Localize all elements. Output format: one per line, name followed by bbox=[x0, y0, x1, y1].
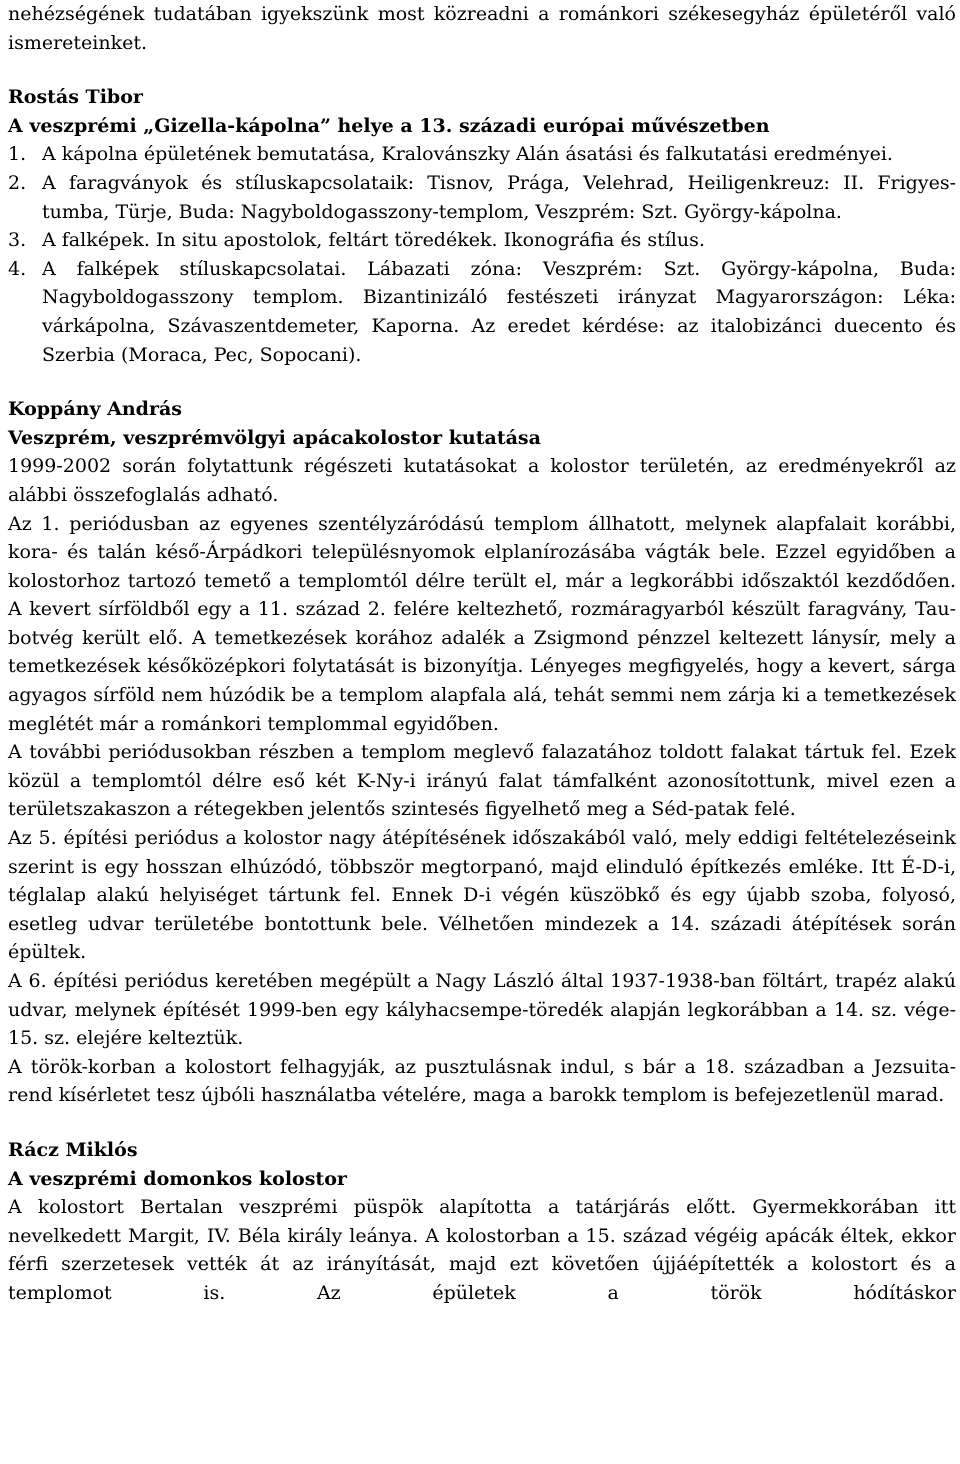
body-paragraph: Az 5. építési periódus a kolostor nagy átépítésének időszakából való, mely eddigi feltételezéseink szerint is egy hosszan elhúzódó, többször megtorpanó, majd elinduló építkezés emléke. Itt É-D-i, téglalap alakú helyiséget tártunk fel. Ennek D-i végén küszöbkő és egy újabb szoba, folyosó, esetleg udvar területébe bontottunk bele. Vélhetően mindezek a 14. századi átépítések során épültek. bbox=[8, 827, 956, 964]
body-paragraph: 1999-2002 során folytattunk régészeti kutatásokat a kolostor területén, az eredményekről az alábbi összefoglalás adható. bbox=[8, 455, 956, 506]
list-number: 1. bbox=[8, 143, 27, 166]
numbered-list bbox=[8, 140, 956, 369]
author-name: Rácz Miklós bbox=[8, 1138, 138, 1161]
body-paragraph: A török-korban a kolostort felhagyják, az pusztulásnak indul, s bár a 18. században a Jezsuita-rend kísérletet tesz újbóli használatba vételére, maga a barokk templom is befejezetlenül marad. bbox=[8, 1055, 956, 1107]
list-item bbox=[8, 169, 956, 226]
author-name: Koppány András bbox=[8, 398, 182, 421]
list-text: A falképek. In situ apostolok, feltárt töredékek. Ikonográfia és stílus. bbox=[42, 229, 705, 252]
list-text: A kápolna épületének bemutatása, Kralovánszky Alán ásatási és falkutatási eredményei. bbox=[42, 143, 893, 166]
article-title: A veszprémi domonkos kolostor bbox=[8, 1167, 347, 1190]
body-paragraph: A kolostort Bertalan veszprémi püspök alapította a tatárjárás előtt. Gyermekkorában itt nevelkedett Margit, IV. Béla király leánya. A kolostorban a 15. század végéig apácák éltek, ekkor férfi szerzetesek vették át az irányítását, majd ezt követően újjáépítették a kolostort és a templomot is. Az épületek a török hódításkor bbox=[8, 1196, 956, 1304]
section-rostas bbox=[8, 83, 956, 369]
list-item bbox=[8, 255, 956, 369]
body-paragraph: A 6. építési periódus keretében megépült a Nagy László által 1937-1938-ban föltárt, trapéz alakú udvar, melynek építését 1999-ben egy kályhacsempe-töredék alapján legkorábban a 14. sz. vége-15. sz. elejére kelteztük. bbox=[8, 970, 956, 1050]
list-text: A faragványok és stíluskapcsolataik: Tisnov, Prága, Velehrad, Heiligenkreuz: II. Frigyes-tumba, Türje, Buda: Nagyboldogasszony-templom, Veszprém: Szt. György-kápolna. bbox=[42, 171, 956, 223]
section-gap bbox=[8, 369, 956, 395]
article-title: A veszprémi „Gizella-kápolna” helye a 13. századi európai művészetben bbox=[8, 114, 770, 137]
section-racz bbox=[8, 1136, 956, 1308]
list-item bbox=[8, 140, 956, 169]
article-title: Veszprém, veszprémvölgyi apácakolostor kutatása bbox=[8, 426, 541, 449]
list-number: 4. bbox=[8, 257, 27, 280]
intro-paragraph: nehézségének tudatában igyekszünk most közreadni a románkori székesegyház épületéről való ismereteinket. bbox=[8, 3, 956, 54]
section-gap bbox=[8, 1110, 956, 1136]
list-item bbox=[8, 226, 956, 255]
list-number: 3. bbox=[8, 229, 27, 252]
body-paragraph: A további periódusokban részben a templom meglevő falazatához toldott falakat tártuk fel. Ezek közül a templomtól délre eső két K-Ny-i irányú falat támfalként azonosítottunk, mivel ezen a területszakaszon a rétegekben jelentős szintesés figyelhető meg a Séd-patak felé. bbox=[8, 741, 956, 821]
section-gap bbox=[8, 57, 956, 83]
list-text: A falképek stíluskapcsolatai. Lábazati zóna: Veszprém: Szt. György-kápolna, Buda: Nagyboldogasszony templom. Bizantinizáló festészeti irányzat Magyarországon: Léka: várkápolna, Szávaszentdemeter, Kaporna. Az eredet kérdése: az italobizánci duecento és Szerbia (Moraca, Pec, Sopocani). bbox=[42, 257, 956, 366]
body-paragraph: Az 1. periódusban az egyenes szentélyzáródású templom állhatott, melynek alapfalait korábbi, kora- és talán késő-Árpádkori településnyomok elplanírozásába vágták bele. Ezzel egyidőben a kolostorhoz tartozó temető a templomtól délre terült el, már a legkorábbi időszaktól kezdődően. A kevert sírföldből egy a 11. század 2. felére keltezhető, rozmáragyarból készült faragvány, Tau-botvég került elő. A temetkezések korához adalék a Zsigmond pénzzel keltezett lánysír, mely a temetkezések későközépkori folytatását is bizonyítja. Lényeges megfigyelés, hogy a kevert, sárga agyagos sírföld nem húzódik be a templom alapfala alá, tehát semmi nem zárja ki a temetkezések meglétét már a románkori templommal egyidőben. bbox=[8, 512, 956, 735]
list-number: 2. bbox=[8, 171, 27, 194]
author-name: Rostás Tibor bbox=[8, 86, 143, 109]
section-koppany bbox=[8, 395, 956, 1110]
